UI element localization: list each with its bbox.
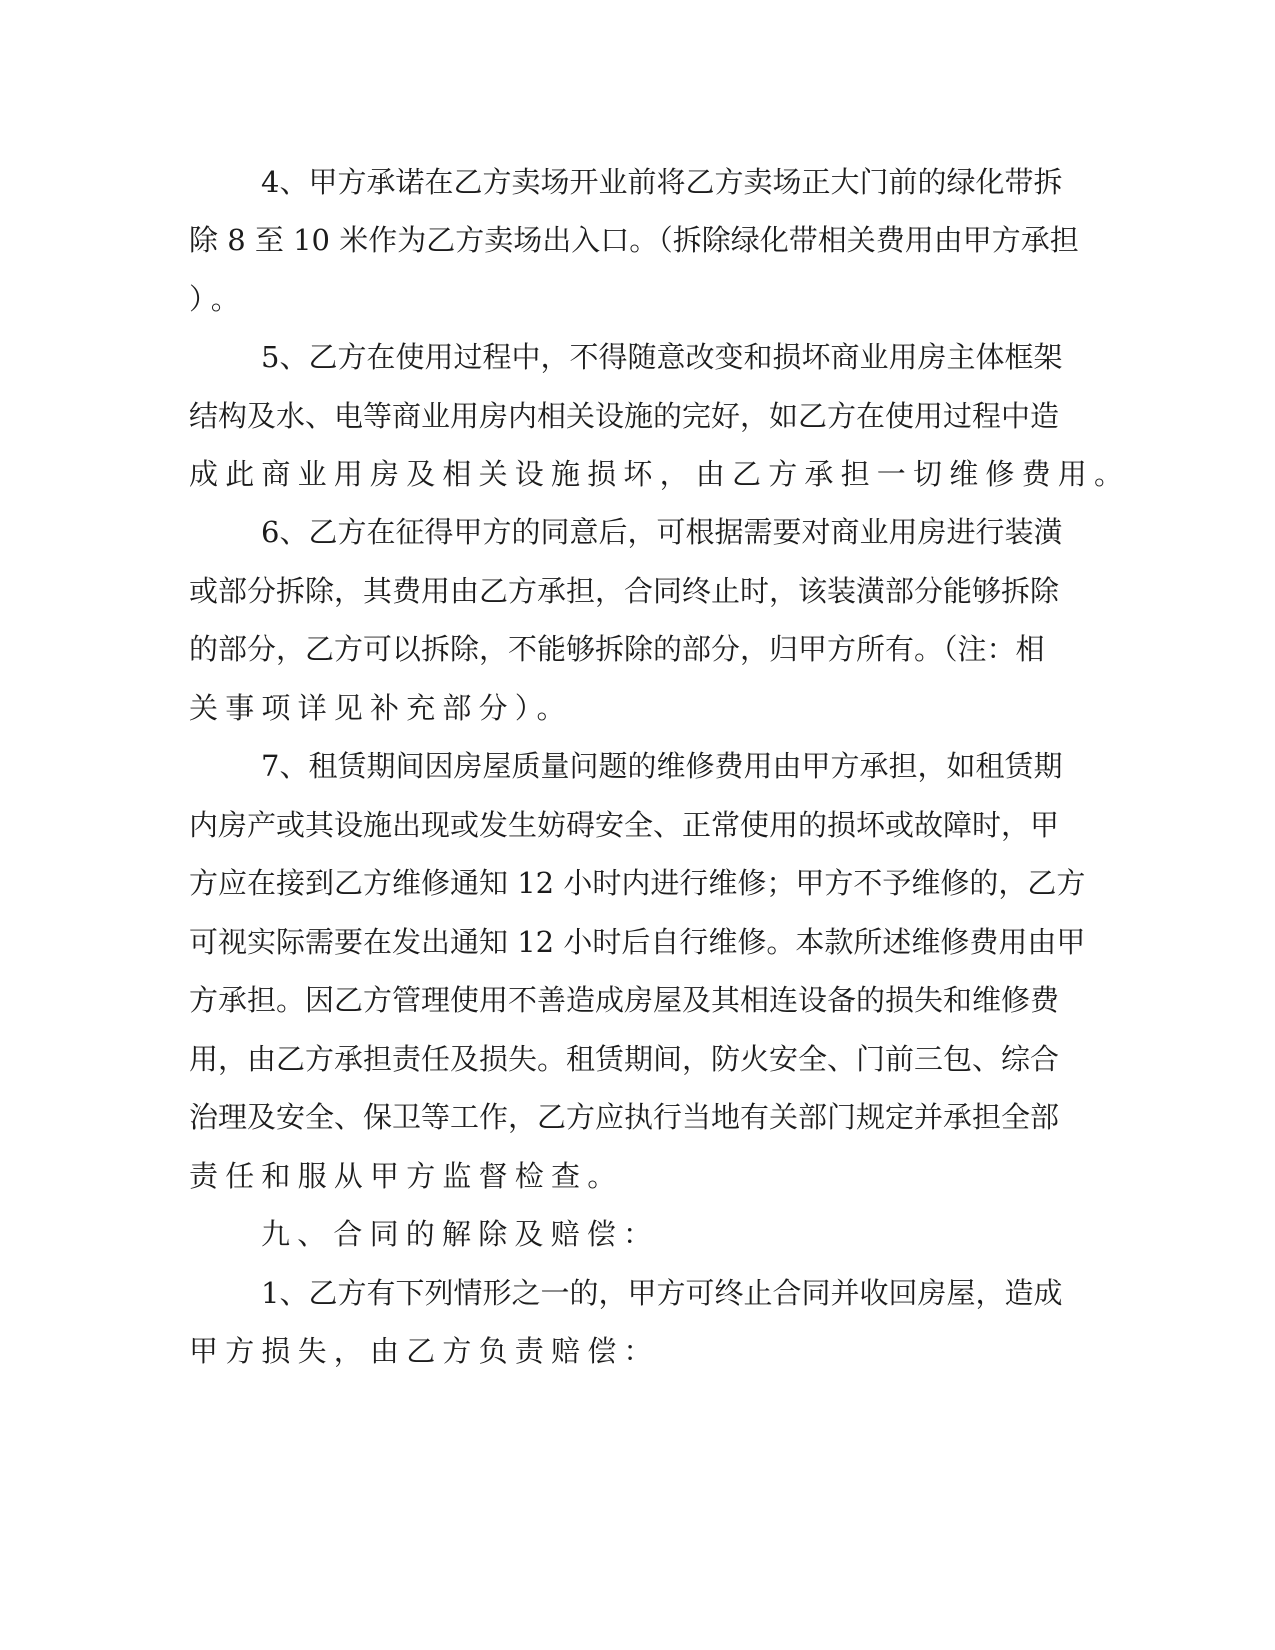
clause-7-line-6: 用，由乙方承担责任及损失。租赁期间，防火安全、门前三包、综合 [189, 1042, 1060, 1076]
clause-6-line-4: 关事项详见补充部分）。 [189, 691, 573, 725]
clause-6-line-2: 或部分拆除，其费用由乙方承担，合同终止时，该装潢部分能够拆除 [189, 574, 1060, 608]
clause-6-line-3: 的部分，乙方可以拆除，不能够拆除的部分，归甲方所有。（注：相 [189, 632, 1045, 666]
clause-7-line-2: 内房产或其设施出现或发生妨碍安全、正常使用的损坏或故障时，甲 [189, 808, 1060, 842]
clause-7-line-1: 7、租赁期间因房屋质量问题的维修费用由甲方承担，如租赁期 [261, 749, 1063, 783]
clause-7-line-4: 可视实际需要在发出通知 12 小时后自行维修。本款所述维修费用由甲 [189, 925, 1086, 959]
clause-6-line-1: 6、乙方在征得甲方的同意后，可根据需要对商业用房进行装潢 [261, 515, 1063, 549]
section-9-item-1-line-1: 1、乙方有下列情形之一的，甲方可终止合同并收回房屋，造成 [261, 1276, 1063, 1310]
clause-5-line-3: 成此商业用房及相关设施损坏，由乙方承担一切维修费用。 [189, 457, 1131, 491]
clause-4-line-3: ）。 [189, 282, 247, 316]
section-9-item-1-line-2: 甲方损失，由乙方负责赔偿： [189, 1334, 660, 1368]
clause-4-line-1: 4、甲方承诺在乙方卖场开业前将乙方卖场正大门前的绿化带拆 [261, 165, 1063, 199]
clause-5-line-1: 5、乙方在使用过程中，不得随意改变和损坏商业用房主体框架 [261, 340, 1063, 374]
clause-7-line-8: 责任和服从甲方监督检查。 [189, 1159, 624, 1193]
clause-7-line-7: 治理及安全、保卫等工作，乙方应执行当地有关部门规定并承担全部 [189, 1100, 1060, 1134]
clause-7-line-3: 方应在接到乙方维修通知 12 小时内进行维修；甲方不予维修的，乙方 [189, 866, 1086, 900]
section-9-heading: 九、合同的解除及赔偿： [261, 1217, 660, 1251]
clause-7-line-5: 方承担。因乙方管理使用不善造成房屋及其相连设备的损失和维修费 [189, 983, 1060, 1017]
clause-5-line-2: 结构及水、电等商业用房内相关设施的完好，如乙方在使用过程中造 [189, 399, 1060, 433]
clause-4-line-2: 除 8 至 10 米作为乙方卖场出入口。（拆除绿化带相关费用由甲方承担 [189, 223, 1079, 257]
